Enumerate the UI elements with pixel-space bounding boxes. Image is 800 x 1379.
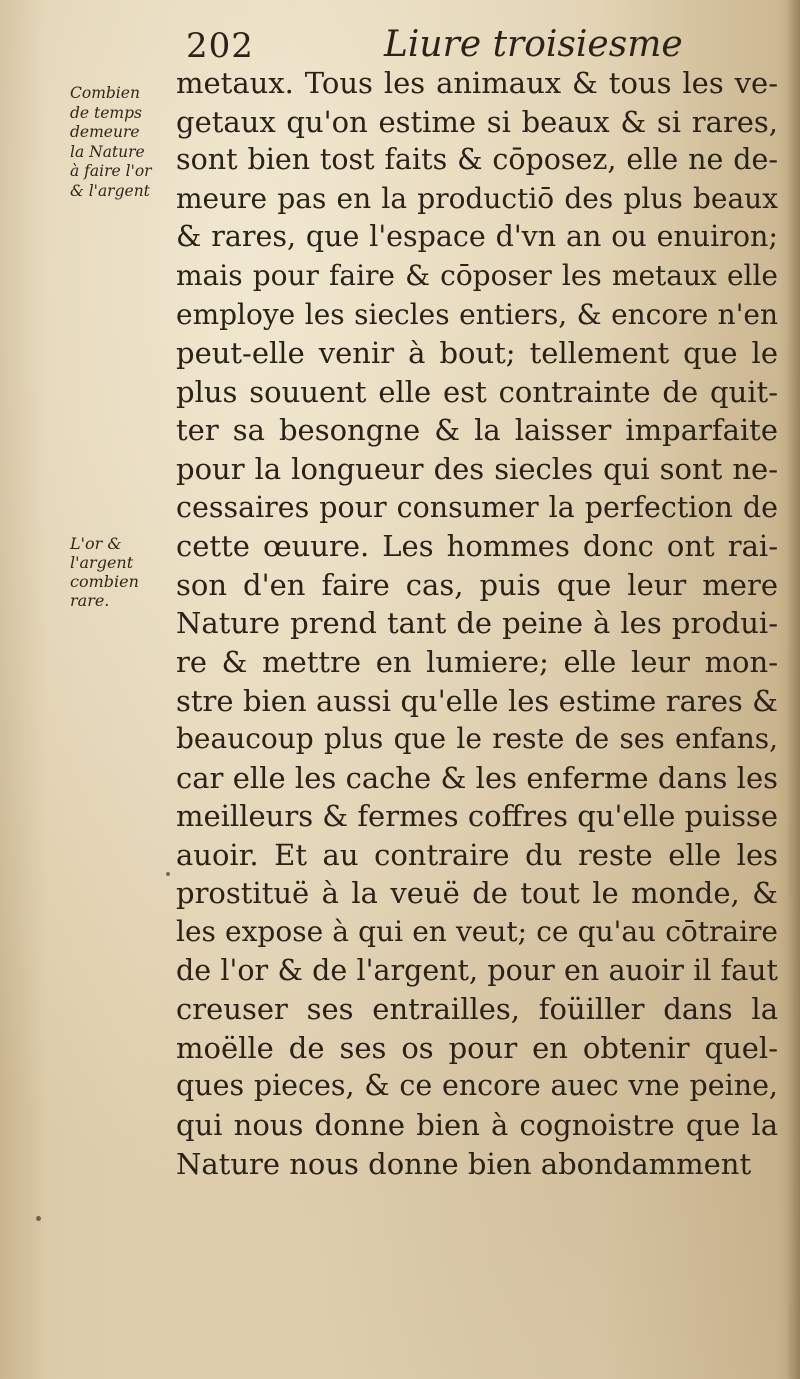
text-line: mais pour faire & cōposer les metaux elle — [176, 258, 778, 292]
text-line: stre bien aussi qu'elle les estime rares & — [176, 683, 778, 718]
text-line: plus souuent elle est contrainte de quit- — [176, 374, 778, 409]
ink-spot — [36, 1216, 41, 1221]
text-line: cette œuure. Les hommes donc ont rai- — [176, 529, 778, 564]
text-line: meure pas en la productiō des plus beaux — [176, 181, 778, 215]
text-line: prostituë à la veuë de tout le monde, & — [176, 876, 778, 911]
text-line: employe les siecles entiers, & encore n'en — [176, 297, 778, 331]
margin-note-line: la Nature — [70, 142, 145, 161]
text-line: qui nous donne bien à cognoistre que la — [176, 1108, 778, 1143]
margin-note-line: Combien — [70, 84, 140, 102]
page-edge-shadow — [786, 0, 800, 1379]
text-line: moëlle de ses os pour en obtenir quel- — [176, 1030, 778, 1065]
text-line: les expose à qui en veut; ce qu'au cōtraire — [176, 915, 778, 949]
margin-note-line: l'argent — [70, 553, 134, 572]
margin-note-lor-largent — [70, 534, 188, 610]
text-line: metaux. Tous les animaux & tous les ve- — [176, 66, 778, 100]
text-line: getaux qu'on estime si beaux & si rares, — [176, 104, 778, 139]
ink-spot — [166, 872, 170, 876]
text-line: beaucoup plus que le reste de ses enfans, — [176, 722, 778, 756]
margin-note-line: & l'argent — [70, 181, 150, 200]
margin-note-line: combien — [70, 572, 139, 591]
margin-note-combien-de-temps — [70, 84, 188, 201]
text-line: Nature nous donne bien abondamment — [176, 1146, 752, 1181]
text-line: & rares, que l'espace d'vn an ou enuiron; — [176, 220, 778, 254]
text-line: peut-elle venir à bout; tellement que le — [176, 336, 778, 371]
text-line: ter sa besongne & la laisser imparfaite — [176, 413, 778, 448]
text-line: creuser ses entrailles, foüiller dans la — [176, 992, 778, 1027]
text-line: meilleurs & fermes coffres qu'elle puisse — [176, 799, 779, 834]
text-line: ques pieces, & ce encore auec vne peine, — [176, 1069, 778, 1103]
text-line: car elle les cache & les enferme dans les — [176, 760, 778, 795]
text-line: de l'or & de l'argent, pour en auoir il faut — [176, 953, 778, 987]
page-number: 202 — [186, 26, 254, 66]
text-line: auoir. Et au contraire du reste elle les — [176, 837, 778, 872]
text-line: sont bien tost faits & cōposez, elle ne de- — [176, 143, 778, 177]
margin-note-line: rare. — [70, 591, 110, 610]
running-head: Liure troisiesme — [384, 24, 683, 65]
page-header — [0, 10, 800, 70]
margin-note-line: à faire l'or — [70, 162, 152, 180]
margin-note-line: L'or & — [70, 534, 122, 553]
margin-note-line: de temps — [70, 103, 142, 122]
text-line: cessaires pour consumer la perfection de — [176, 490, 778, 524]
text-line: re & mettre en lumiere; elle leur mon- — [176, 644, 778, 679]
margin-note-line: demeure — [70, 123, 140, 141]
text-line: son d'en faire cas, puis que leur mere — [176, 567, 778, 602]
body-text — [176, 64, 778, 1183]
text-line: Nature prend tant de peine à les produi- — [176, 606, 778, 641]
text-line: pour la longueur des siecles qui sont ne- — [176, 451, 778, 486]
